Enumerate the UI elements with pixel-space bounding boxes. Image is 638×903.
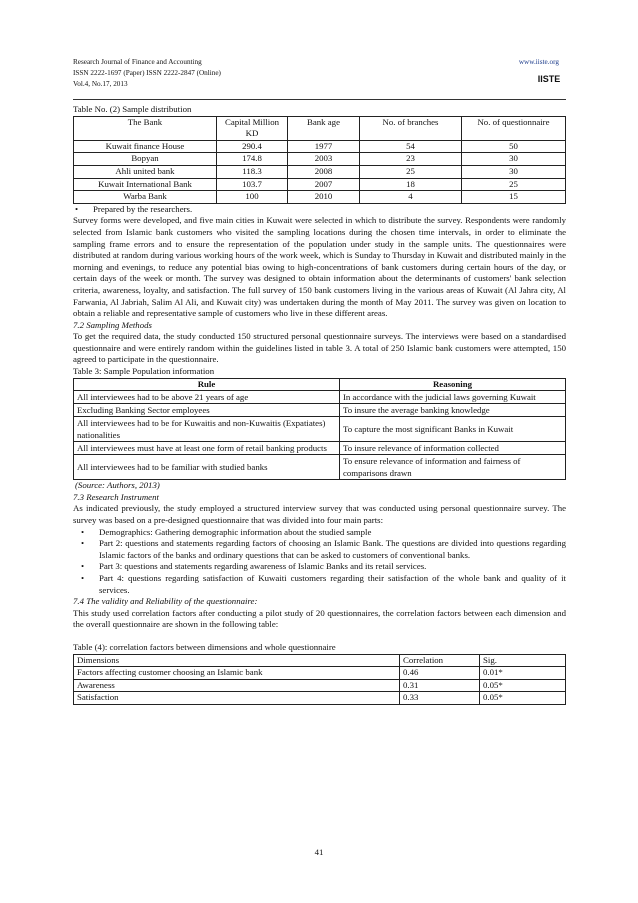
header-rule [73, 99, 566, 100]
table-row [74, 191, 566, 204]
th-dimensions: Dimensions [74, 654, 400, 667]
cell: Warba Bank [74, 191, 217, 204]
table-row [74, 391, 566, 404]
cell: Factors affecting customer choosing an Islamic bank [74, 667, 400, 680]
paragraph-instrument: As indicated previously, the study employed a structured interview survey that was conducted using personal questionnaire survey. The survey was based on a pre-designed questionnaire that was divided into four main parts: [73, 503, 566, 526]
cell: 4 [360, 191, 462, 204]
table-row [74, 178, 566, 191]
cell: To ensure relevance of information and fairness of comparisons drawn [340, 455, 566, 480]
cell: Kuwait International Bank [74, 178, 217, 191]
cell: 0.01* [480, 667, 566, 680]
cell: 0.46 [400, 667, 480, 680]
correlation-table [73, 654, 566, 705]
th-correlation: Correlation [400, 654, 480, 667]
cell: 118.3 [217, 165, 288, 178]
table-row [74, 667, 566, 680]
cell: Awareness [74, 679, 400, 692]
iiste-logo-icon [536, 66, 562, 88]
cell: Ahli united bank [74, 165, 217, 178]
journal-issn: ISSN 2222-1697 (Paper) ISSN 2222-2847 (Online) [73, 69, 221, 77]
table-row [74, 692, 566, 705]
cell: 0.31 [400, 679, 480, 692]
paragraph-survey: Survey forms were developed, and five main cities in Kuwait were selected in which to distribute the survey. Respondents were randomly selected from Islamic bank customers who visited the sampling locations during the chosen time intervals, in order to eliminate the sampling frame errors and to ensure the representation of the population under study in the sample units. The questionnaires were distributed at random during various working hours of the work week, which is Sunday to Thursday in Kuwait and distributed mainly in the morning and evenings, to reduce any potential bias owing to high-concentrations of bank customers during certain hours of the day, or certain days of the week or month. The survey was designed to obtain information about the determinants of customers' bank selection criteria, awareness, loyalty, and satisfaction. The full survey of 150 bank customers living in the various areas of Kuwait (Al Jahra city, Al Farwania, Al Jabriah, Salim Al Ali, and Kuwait city) was undertaken during the month of May 2011. The survey was given on location to obtain a reliable and representative sample of customers who live in these different areas. [73, 215, 566, 319]
cell: 25 [462, 178, 566, 191]
cell: To insure the average banking knowledge [340, 404, 566, 417]
cell: 30 [462, 153, 566, 166]
table2-note: • Prepared by the researchers. [73, 204, 566, 216]
cell: In accordance with the judicial laws governing Kuwait [340, 391, 566, 404]
cell: 25 [360, 165, 462, 178]
cell: 0.05* [480, 679, 566, 692]
journal-volume: Vol.4, No.17, 2013 [73, 80, 128, 88]
th-reasoning: Reasoning [340, 378, 566, 391]
cell: 15 [462, 191, 566, 204]
cell: 30 [462, 165, 566, 178]
table-row [74, 679, 566, 692]
table-row [74, 417, 566, 442]
list-item: • Demographics: Gathering demographic information about the studied sample [73, 527, 566, 539]
heading-research-instrument: 7.3 Research Instrument [73, 491, 159, 502]
cell: 2003 [288, 153, 360, 166]
table3-source: (Source: Authors, 2013) [75, 480, 160, 491]
th-bank: The Bank [74, 116, 217, 140]
cell: 290.4 [217, 140, 288, 153]
cell: 174.8 [217, 153, 288, 166]
sample-distribution-table [73, 116, 566, 204]
table-row [74, 442, 566, 455]
cell: Satisfaction [74, 692, 400, 705]
cell: Bopyan [74, 153, 217, 166]
th-capital: Capital Million KD [217, 116, 288, 140]
heading-sampling-methods: 7.2 Sampling Methods [73, 319, 152, 330]
table-row [74, 140, 566, 153]
cell: 2007 [288, 178, 360, 191]
th-sig: Sig. [480, 654, 566, 667]
page-body [73, 104, 566, 705]
cell: 103.7 [217, 178, 288, 191]
cell: 1977 [288, 140, 360, 153]
cell: All interviewees must have at least one form of retail banking products [74, 442, 340, 455]
cell: All interviewees had to be familiar with studied banks [74, 455, 340, 480]
table-row [74, 404, 566, 417]
cell: Excluding Banking Sector employees [74, 404, 340, 417]
cell: To capture the most significant Banks in Kuwait [340, 417, 566, 442]
cell: To insure relevance of information collected [340, 442, 566, 455]
cell: 50 [462, 140, 566, 153]
cell: 0.33 [400, 692, 480, 705]
list-item: • Part 4: questions regarding satisfaction of Kuwaiti customers regarding their satisfaction of the whole bank and quality of it services. [73, 573, 566, 596]
heading-validity: 7.4 The validity and Reliability of the questionnaire: [73, 596, 258, 607]
list-item: • Part 2: questions and statements regarding factors of choosing an Islamic Bank. The questions are divided into questions regarding Islamic factors of the banks and ordinary questions that can be asked to customers of conventional banks. [73, 538, 566, 561]
page-number: 41 [314, 847, 324, 857]
table3-caption: Table 3: Sample Population information [73, 366, 215, 377]
cell: 100 [217, 191, 288, 204]
th-rule: Rule [74, 378, 340, 391]
cell: 2008 [288, 165, 360, 178]
cell: 0.05* [480, 692, 566, 705]
list-item: • Part 3: questions and statements regarding awareness of Islamic Banks and its retail services. [73, 561, 566, 573]
cell: 23 [360, 153, 462, 166]
cell: All interviewees had to be above 21 years of age [74, 391, 340, 404]
journal-title: Research Journal of Finance and Accounting [73, 58, 202, 66]
table4-caption: Table (4): correlation factors between dimensions and whole questionnaire [73, 641, 336, 652]
cell: 2010 [288, 191, 360, 204]
th-age: Bank age [288, 116, 360, 140]
sample-population-table [73, 378, 566, 481]
table-row [74, 153, 566, 166]
paragraph-sampling: To get the required data, the study conducted 150 structured personal questionnaire surveys. The interviews were based on a standardised questionnaire and were entirely random within the guidelines listed in table 3. A total of 250 Islamic bank customers were attempted, 150 agreed to participate in the questionnaire. [73, 331, 566, 365]
cell: 54 [360, 140, 462, 153]
logo-text: IISTE [537, 74, 561, 84]
th-branches: No. of branches [360, 116, 462, 140]
cell: All interviewees had to be for Kuwaitis and non-Kuwaitis (Expatiates) nationalities [74, 417, 340, 442]
table-row [74, 455, 566, 480]
paragraph-validity: This study used correlation factors after conducting a pilot study of 20 questionnaires, the correlation factors between each dimension and the overall questionnaire are shown in the following table: [73, 607, 566, 630]
table-row [74, 165, 566, 178]
table2-caption: Table No. (2) Sample distribution [73, 104, 192, 114]
cell: 18 [360, 178, 462, 191]
cell: Kuwait finance House [74, 140, 217, 153]
th-questionnaire: No. of questionnaire [462, 116, 566, 140]
website-link[interactable]: www.iiste.org [518, 58, 559, 66]
